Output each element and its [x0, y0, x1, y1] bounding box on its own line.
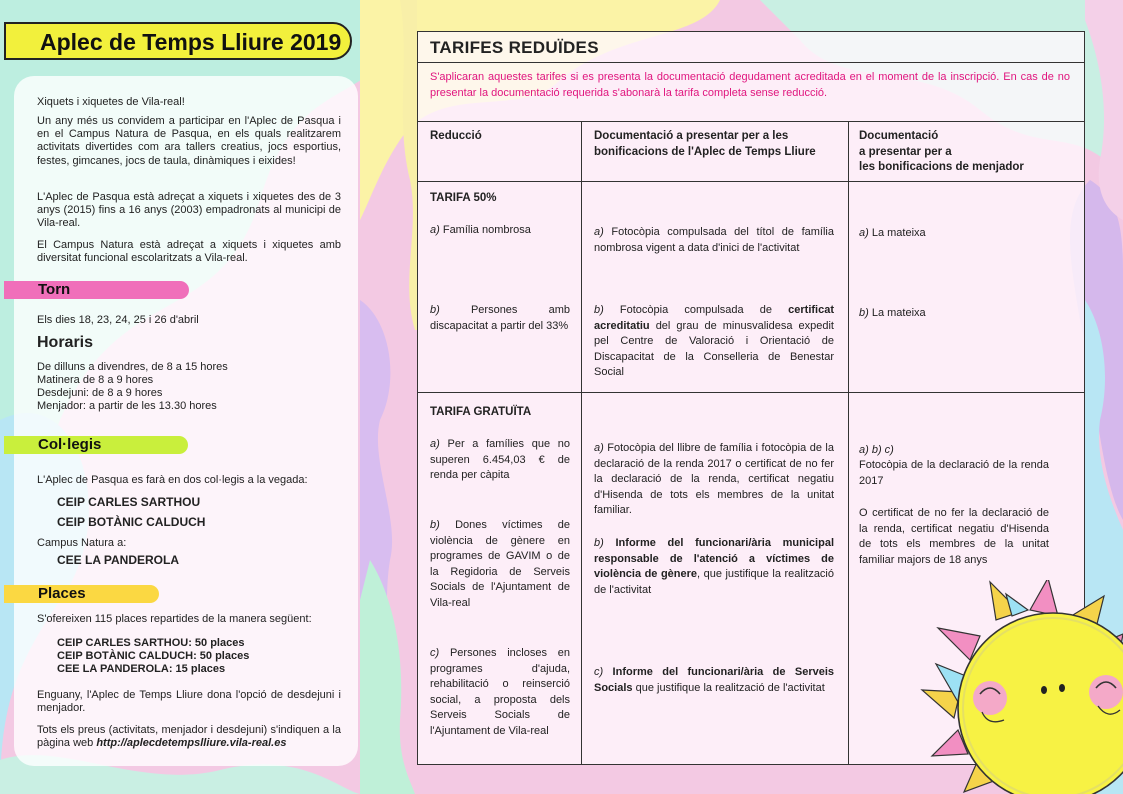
s1-b-doc-text-2: del grau de minusvalidesa expedit pel Centre de Valoració i Orientació de Discapacitat de la Conselleria de Benestar Social: [594, 319, 834, 378]
header-doc-menjador-line-3: les bonificacions de menjador: [859, 161, 1024, 173]
s2-b-doc-text: , que justifique la realització de l'activitat: [594, 568, 834, 596]
s1-a-doc-text: Fotocòpia compulsada del títol de família nombrosa vigent a data d'inici de l'activitat: [594, 226, 834, 254]
s2-c-doc-bold: Informe del funcionari/ària de Serveis Socials: [594, 666, 835, 694]
s1-b-menjador: [859, 306, 926, 322]
s1-b-menjador-text: La mateixa: [871, 307, 926, 319]
s2-b-reduction: [430, 518, 570, 611]
s2-menjador-marker-text: a) b) c): [859, 444, 894, 456]
torn-dates: Els dies 18, 23, 24, 25 i 26 d'abril: [37, 314, 199, 326]
header-doc-menjador: [859, 129, 1074, 176]
horaris-line-2: Matinera de 8 a 9 hores: [37, 374, 154, 386]
intro-paragraph-3: El Campus Natura està adreçat a xiquets i xiquetes amb diversitat funcional escolaritzats a Vila-real.: [37, 239, 341, 265]
school-botanic-calduch: CEIP BOTÀNIC CALDUCH: [57, 515, 206, 529]
s2-b-reduction-text: Dones víctimes de violència de gènere en programes de GAVIM o de la Regidoria de Serveis Socials de l'Ajuntament de Vila-real: [430, 519, 570, 609]
s2-menjador-marker: [859, 443, 894, 459]
s1-b-reduction-text: Persones amb discapacitat a partir del 33%: [430, 304, 570, 332]
website-link[interactable]: http://aplecdetempslliure.vila-real.es: [96, 737, 287, 750]
s2-menjador-1: Fotocòpia de la declaració de la renda 2017: [859, 459, 1049, 487]
s2-menjador-2: O certificat de no fer la declaració de la renda, certificat negatiu d'Hisenda de tots els membres de la unitat familiar majors de 18 anys: [859, 507, 1049, 566]
places-line-3: CEE LA PANDEROLA: 15 places: [57, 663, 226, 675]
s1-a-menjador: [859, 226, 926, 242]
brochure-title-banner: [4, 22, 352, 60]
s1-a-marker: a): [430, 224, 440, 236]
header-doc-aplec: Documentació a presentar per a les bonificacions de l'Aplec de Temps Lliure: [594, 130, 816, 158]
column-divider: [848, 121, 849, 765]
s1-a-reduction: [430, 223, 570, 239]
school-carles-sarthou: CEIP CARLES SARTHOU: [57, 495, 201, 509]
s1-b-menjador-marker: b): [859, 307, 869, 319]
s1-b-doc-bold: certificat acreditatiu: [594, 304, 834, 332]
s2-c-doc-marker: c): [594, 666, 604, 678]
horaris-heading: Horaris: [37, 334, 94, 351]
s2-b-marker: b): [430, 519, 440, 531]
torn-heading: Torn: [38, 281, 71, 298]
s2-c-doc: [594, 665, 834, 696]
places-text: S'ofereixen 115 places repartides de la manera següent:: [37, 613, 312, 625]
horaris-line-1: De dilluns a divendres, de 8 a 15 hores: [37, 361, 228, 373]
s1-a-reduction-text: Família nombrosa: [442, 224, 531, 236]
s2-a-marker: a): [430, 438, 440, 450]
s1-b-doc-text-1: Fotocòpia compulsada de: [619, 304, 789, 316]
s1-b-marker: b): [430, 304, 440, 316]
s2-a-doc: [594, 441, 834, 519]
s2-b-doc-bold: Informe del funcionari/ària municipal responsable de l'atenció a víctimes de violència de gènere: [594, 537, 834, 580]
divider: [418, 121, 1084, 122]
s2-c-doc-text: que justifique la realització de l'activitat: [632, 681, 825, 694]
s2-c-marker: c): [430, 647, 440, 659]
horaris-line-4: Menjador: a partir de les 13.30 hores: [37, 400, 217, 412]
places-paragraph-2: [37, 724, 341, 750]
section-heading-places: [4, 585, 159, 603]
places-paragraph-2-text: Tots els preus (activitats, menjador i desdejuni) s'indiquen a la pàgina web: [37, 724, 341, 750]
places-line-2: CEIP BOTÀNIC CALDUCH: 50 places: [57, 650, 250, 662]
divider: [418, 392, 1084, 393]
s1-b-reduction: [430, 303, 570, 334]
s1-a-doc: [594, 225, 834, 256]
places-line-1: CEIP CARLES SARTHOU: 50 places: [57, 637, 245, 649]
s2-a-reduction: [430, 437, 570, 484]
column-divider: [581, 121, 582, 765]
s2-a-reduction-text: Per a famílies que no superen 6.454,03 € de renda per càpita: [430, 438, 570, 481]
s1-a-menjador-marker: a): [859, 227, 869, 239]
s1-b-doc: [594, 303, 834, 381]
s2-b-doc: [594, 536, 834, 598]
table-intro: S'aplicaran aquestes tarifes si es presenta la documentació degudament acreditada en el moment de la inscripció. En cas de no presentar la documentació requerida s'abonarà la tarifa completa sense reducció.: [430, 71, 1070, 99]
brochure-title: Aplec de Temps Lliure 2019: [40, 29, 342, 55]
s2-b-doc-marker: b): [594, 537, 604, 549]
divider: [418, 181, 1084, 182]
tarifa-50-label: TARIFA 50%: [430, 192, 497, 204]
places-heading: Places: [38, 585, 86, 602]
s2-a-doc-text: Fotocòpia del llibre de família i fotocòpia de la declaració de la renda 2017 o certificat de no fer la declaració de la renda, certificat negatiu d'Hisenda de tots els membres de la unitat familiar.: [594, 442, 834, 516]
intro-paragraph-1: Un any més us convidem a participar en l'Aplec de Pasqua i en el Campus Natura de Pasqua, en els quals realitzarem activitats divertides com ara tallers creatius, jocs esportius, festes, gimcanes, jocs de taula, dinàmiques i eixides!: [37, 115, 341, 167]
header-reduccio: Reducció: [430, 130, 482, 142]
s1-b-doc-marker: b): [594, 304, 604, 316]
collegis-text: L'Aplec de Pasqua es farà en dos col·legis a la vegada:: [37, 474, 308, 486]
s1-a-doc-marker: a): [594, 226, 604, 238]
s2-c-reduction: [430, 646, 570, 739]
intro-greeting: Xiquets i xiquetes de Vila-real!: [37, 96, 185, 108]
horaris-line-3: Desdejuni: de 8 a 9 hores: [37, 387, 163, 399]
section-heading-collegis: [4, 436, 188, 454]
s2-c-reduction-text: Persones incloses en programes d'ajuda, rehabilitació o reinserció social, a proposta dels Serveis Socials de l'Ajuntament de Vila-real: [430, 647, 570, 737]
s1-a-menjador-text: La mateixa: [871, 227, 926, 239]
intro-paragraph-2: L'Aplec de Pasqua està adreçat a xiquets i xiquetes des de 3 anys (2015) fins a 16 anys (2003) empadronats al municipi de Vila-real.: [37, 191, 341, 230]
campus-label: Campus Natura a:: [37, 537, 127, 549]
section-heading-torn: [4, 281, 189, 299]
school-la-panderola: CEE LA PANDEROLA: [57, 553, 180, 567]
tarifa-gratuita-label: TARIFA GRATUÏTA: [430, 406, 532, 418]
places-paragraph-1: Enguany, l'Aplec de Temps Lliure dona l'opció de desdejuni i menjador.: [37, 689, 341, 715]
sun-illustration: [918, 580, 1123, 794]
collegis-heading: Col·legis: [38, 436, 102, 453]
header-doc-menjador-line-2: a presentar per a: [859, 145, 952, 158]
table-title: TARIFES REDUÏDES: [430, 38, 599, 57]
divider: [418, 62, 1084, 63]
s2-a-doc-marker: a): [594, 442, 604, 454]
header-doc-menjador-line-1: Documentació: [859, 130, 939, 142]
